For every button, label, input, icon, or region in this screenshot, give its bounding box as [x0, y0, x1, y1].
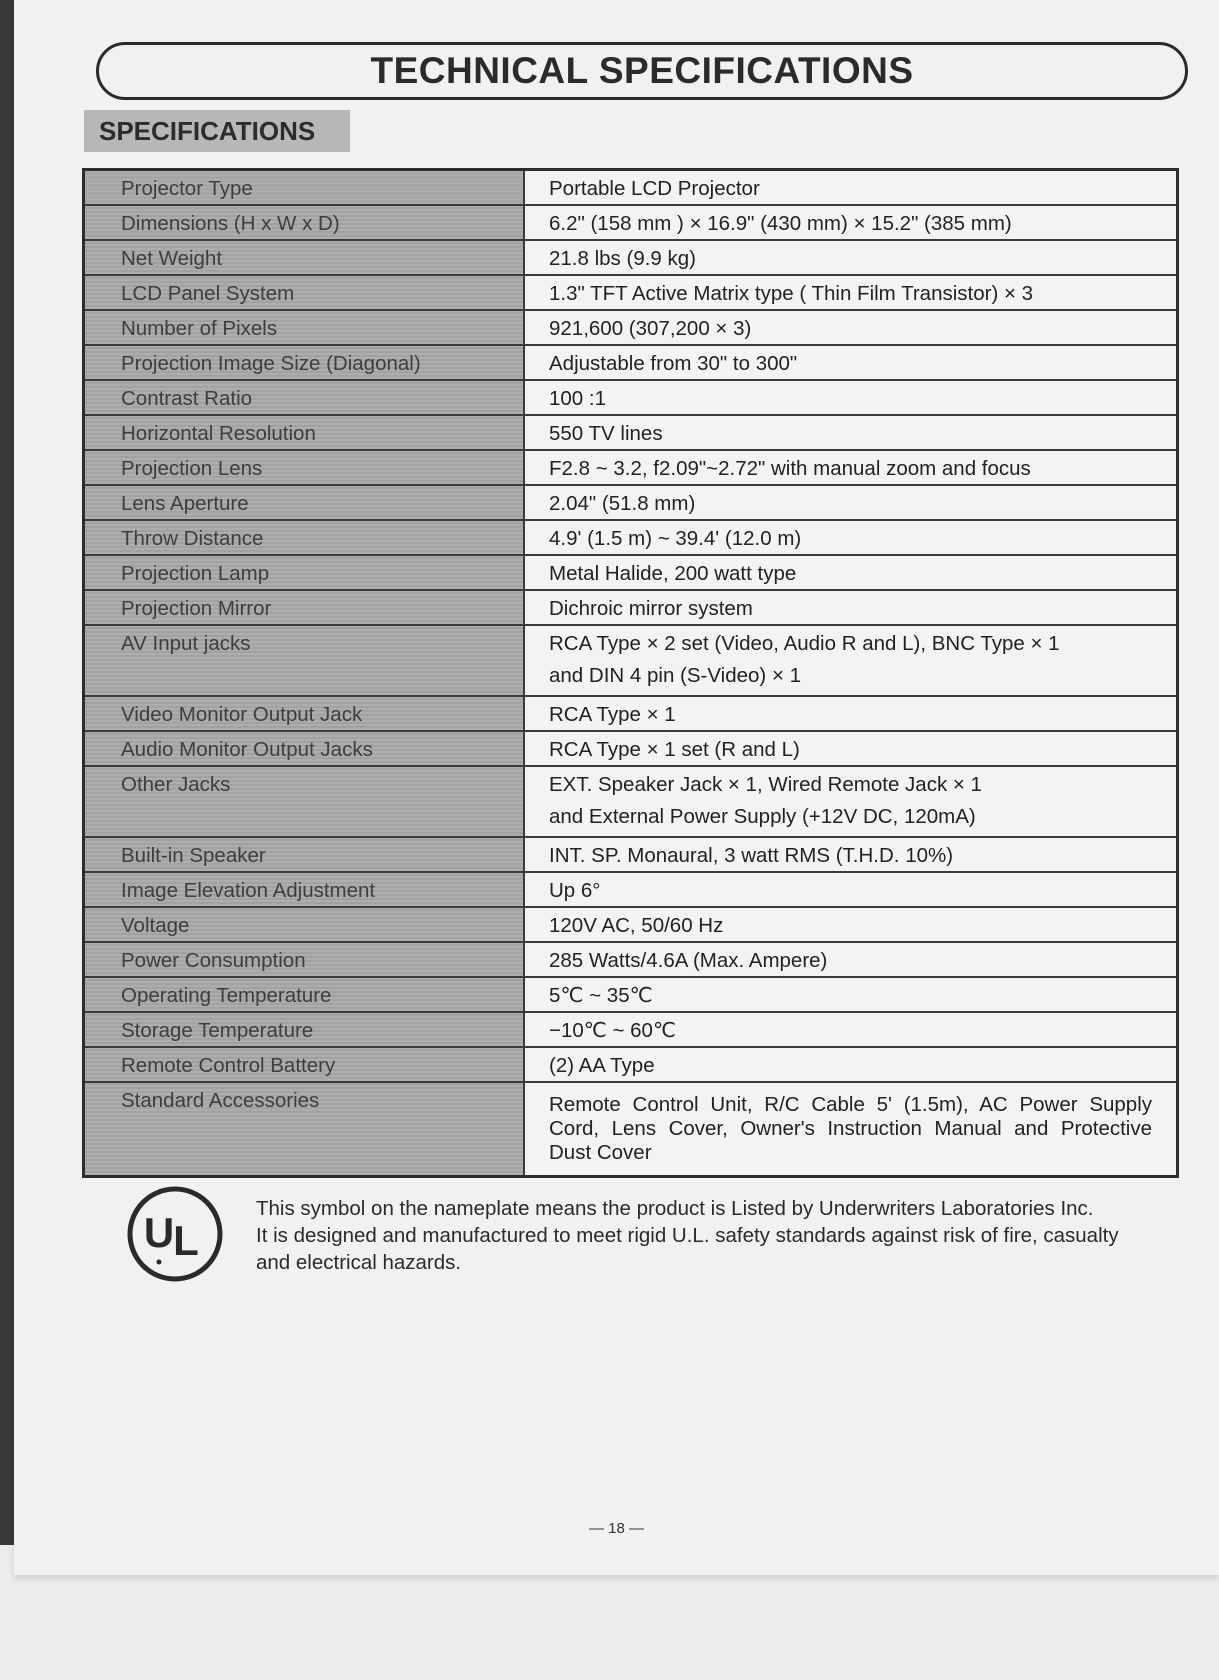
- page-title-box: [96, 42, 1188, 100]
- spec-value: 550 TV lines: [524, 415, 1178, 450]
- table-row: [84, 942, 1178, 977]
- table-row: [84, 520, 1178, 555]
- spec-label: Storage Temperature: [84, 1012, 525, 1047]
- table-row: [84, 170, 1178, 206]
- spec-label: Built-in Speaker: [84, 837, 525, 872]
- table-row: [84, 1082, 1178, 1176]
- spec-label: Image Elevation Adjustment: [84, 872, 525, 907]
- spec-value: [524, 766, 1178, 837]
- spec-value: 4.9' (1.5 m) ~ 39.4' (12.0 m): [524, 520, 1178, 555]
- table-row: [84, 310, 1178, 345]
- spec-label: Video Monitor Output Jack: [84, 696, 525, 731]
- spec-value: Adjustable from 30" to 300": [524, 345, 1178, 380]
- spec-value: 21.8 lbs (9.9 kg): [524, 240, 1178, 275]
- table-row: [84, 380, 1178, 415]
- table-row: [84, 345, 1178, 380]
- section-heading: SPECIFICATIONS: [84, 110, 350, 152]
- table-row: [84, 415, 1178, 450]
- ul-logo-l: L: [173, 1217, 199, 1264]
- spec-value: 285 Watts/4.6A (Max. Ampere): [524, 942, 1178, 977]
- spec-label: Voltage: [84, 907, 525, 942]
- table-row: [84, 625, 1178, 696]
- spec-value: Metal Halide, 200 watt type: [524, 555, 1178, 590]
- page-number: — 18 —: [588, 1520, 645, 1537]
- table-row: [84, 977, 1178, 1012]
- spec-value-line: EXT. Speaker Jack × 1, Wired Remote Jack × 1: [549, 773, 982, 796]
- spec-label: Power Consumption: [84, 942, 525, 977]
- table-row: [84, 907, 1178, 942]
- spec-value: 5℃ ~ 35℃: [524, 977, 1178, 1012]
- spec-label: Projection Lamp: [84, 555, 525, 590]
- table-row: [84, 485, 1178, 520]
- manual-page: [14, 0, 1219, 1575]
- spec-label: Throw Distance: [84, 520, 525, 555]
- spec-label: Horizontal Resolution: [84, 415, 525, 450]
- spec-value-line: and External Power Supply (+12V DC, 120mA): [549, 805, 976, 828]
- table-row: [84, 766, 1178, 837]
- spec-value: INT. SP. Monaural, 3 watt RMS (T.H.D. 10%): [524, 837, 1178, 872]
- spec-label: Standard Accessories: [84, 1082, 525, 1176]
- table-row: [84, 275, 1178, 310]
- spec-value: (2) AA Type: [524, 1047, 1178, 1082]
- spec-label: Net Weight: [84, 240, 525, 275]
- spec-value: Dichroic mirror system: [524, 590, 1178, 625]
- spec-value: 6.2" (158 mm ) × 16.9" (430 mm) × 15.2" (385 mm): [524, 205, 1178, 240]
- spec-label: Number of Pixels: [84, 310, 525, 345]
- ul-notice-text: [256, 1195, 1201, 1276]
- ul-logo-u: U: [143, 1209, 175, 1256]
- spec-value: 120V AC, 50/60 Hz: [524, 907, 1178, 942]
- spec-label: Projection Mirror: [84, 590, 525, 625]
- spec-label: Audio Monitor Output Jacks: [84, 731, 525, 766]
- spec-value: [524, 625, 1178, 696]
- spec-value: RCA Type × 1: [524, 696, 1178, 731]
- spec-value: Up 6°: [524, 872, 1178, 907]
- ul-notice-line: It is designed and manufactured to meet rigid U.L. safety standards against risk of fire, casualty: [256, 1224, 1119, 1247]
- spec-value: 921,600 (307,200 × 3): [524, 310, 1178, 345]
- ul-notice: [126, 1185, 1191, 1285]
- table-row: [84, 872, 1178, 907]
- spec-value: 1.3" TFT Active Matrix type ( Thin Film Transistor) × 3: [524, 275, 1178, 310]
- spec-value: RCA Type × 1 set (R and L): [524, 731, 1178, 766]
- spec-label: AV Input jacks: [84, 625, 525, 696]
- spec-value: 100 :1: [524, 380, 1178, 415]
- spec-label: Projection Lens: [84, 450, 525, 485]
- spec-value: F2.8 ~ 3.2, f2.09"~2.72" with manual zoom and focus: [524, 450, 1178, 485]
- table-row: [84, 1047, 1178, 1082]
- table-row: [84, 1012, 1178, 1047]
- spec-value-line: and DIN 4 pin (S-Video) × 1: [549, 664, 802, 687]
- spec-value: Portable LCD Projector: [524, 170, 1178, 206]
- page-title: TECHNICAL SPECIFICATIONS: [370, 50, 914, 91]
- page-binding-edge: [0, 0, 14, 1545]
- spec-label: Contrast Ratio: [84, 380, 525, 415]
- spec-label: Lens Aperture: [84, 485, 525, 520]
- ul-listed-mark-icon: [126, 1185, 224, 1283]
- table-row: [84, 837, 1178, 872]
- ul-notice-line: and electrical hazards.: [256, 1251, 462, 1274]
- table-row: [84, 590, 1178, 625]
- spec-label: Remote Control Battery: [84, 1047, 525, 1082]
- table-row: [84, 240, 1178, 275]
- table-row: [84, 731, 1178, 766]
- table-row: [84, 555, 1178, 590]
- spec-label: Other Jacks: [84, 766, 525, 837]
- table-row: [84, 205, 1178, 240]
- spec-label: LCD Panel System: [84, 275, 525, 310]
- ul-notice-line: This symbol on the nameplate means the product is Listed by Underwriters Laboratories Inc.: [256, 1197, 1094, 1220]
- spec-value: −10℃ ~ 60℃: [524, 1012, 1178, 1047]
- spec-value-line: RCA Type × 2 set (Video, Audio R and L), BNC Type × 1: [549, 632, 1060, 655]
- spec-label: Operating Temperature: [84, 977, 525, 1012]
- spec-value: 2.04" (51.8 mm): [524, 485, 1178, 520]
- specifications-table: [82, 168, 1179, 1178]
- spec-label: Projection Image Size (Diagonal): [84, 345, 525, 380]
- table-row: [84, 450, 1178, 485]
- spec-label: Dimensions (H x W x D): [84, 205, 525, 240]
- spec-label: Projector Type: [84, 170, 525, 206]
- table-row: [84, 696, 1178, 731]
- spec-value: Remote Control Unit, R/C Cable 5' (1.5m), AC Power Supply Cord, Lens Cover, Owner's Instruction Manual and Protective Dust Cover: [524, 1082, 1178, 1176]
